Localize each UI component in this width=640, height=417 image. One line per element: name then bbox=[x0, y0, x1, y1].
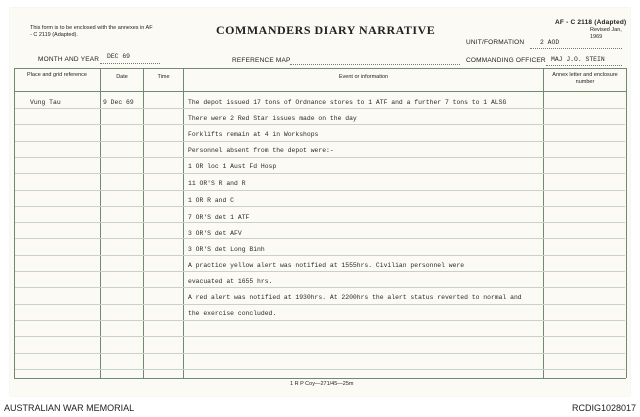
diary-page bbox=[10, 8, 630, 396]
ruled-line bbox=[15, 287, 625, 288]
ruled-line bbox=[15, 108, 625, 109]
column-header-event: Event or information bbox=[338, 74, 389, 80]
month-label: MONTH AND YEAR bbox=[38, 56, 100, 63]
event-line: The depot issued 17 tons of Ordnance stores to 1 ATF and a further 7 tons to 1 ALSG bbox=[188, 99, 507, 106]
ruled-line bbox=[15, 141, 625, 142]
column-header-date: Date bbox=[116, 74, 128, 80]
ruled-line bbox=[15, 369, 625, 370]
ruled-line bbox=[15, 173, 625, 174]
ruled-line bbox=[15, 353, 625, 354]
form-number: AF - C 2118 (Adapted) bbox=[555, 19, 627, 26]
month-value: DEC 69 bbox=[107, 53, 131, 60]
event-line: 7 OR'S det 1 ATF bbox=[188, 214, 250, 221]
form-notice: This form is to be enclosed with the annexes in AF - C 2119 (Adapted). bbox=[30, 25, 153, 38]
ruled-line bbox=[15, 255, 625, 256]
revised-date: Revised Jan, 1969 bbox=[590, 27, 622, 40]
page-title: COMMANDERS DIARY NARRATIVE bbox=[216, 23, 436, 37]
ruled-line bbox=[15, 222, 625, 223]
event-line: 3 OR'S det AFV bbox=[188, 230, 242, 237]
event-line: Forklifts remain at 4 in Workshops bbox=[188, 131, 319, 138]
event-line: evacuated at 1655 hrs. bbox=[188, 278, 273, 285]
event-line: 1 OR loc 1 Aust Fd Hosp bbox=[188, 163, 277, 170]
entry-date: 9 Dec 69 bbox=[103, 99, 134, 106]
column-header-time: Time bbox=[157, 74, 170, 80]
commanding-officer-label: COMMANDING OFFICER bbox=[466, 57, 546, 64]
ruled-line bbox=[15, 271, 625, 272]
printer-note: 1 R P Coy—271/45—25m bbox=[290, 381, 354, 387]
archive-footer bbox=[0, 399, 640, 417]
column-header-annex: Annex letter and enclosure number bbox=[552, 72, 618, 85]
unit-label: UNIT/FORMATION bbox=[466, 39, 525, 46]
ruled-line bbox=[15, 238, 625, 239]
event-line: the exercise concluded. bbox=[188, 310, 277, 317]
unit-value: 2 AOD bbox=[540, 39, 560, 46]
archive-name: AUSTRALIAN WAR MEMORIAL bbox=[4, 403, 135, 413]
ruled-line bbox=[15, 336, 625, 337]
ruled-line bbox=[15, 304, 625, 305]
event-line: 11 OR'S R and R bbox=[188, 180, 246, 187]
ruled-line bbox=[15, 190, 625, 191]
ruled-line bbox=[15, 157, 625, 158]
event-line: 1 OR R and C bbox=[188, 197, 235, 204]
event-line: There were 2 Red Star issues made on the day bbox=[188, 115, 357, 122]
archive-id: RCDIG1028017 bbox=[571, 403, 636, 413]
event-line: 3 OR'S det Long Binh bbox=[188, 246, 265, 253]
ruled-line bbox=[15, 206, 625, 207]
ruled-line bbox=[15, 320, 625, 321]
ruled-line bbox=[15, 124, 625, 125]
event-line: A red alert was notified at 1930hrs. At 2200hrs the alert status reverted to normal and bbox=[188, 294, 522, 301]
event-line: Personnel absent from the depot were:- bbox=[188, 147, 334, 154]
event-line: A practice yellow alert was notified at 1555hrs. Civilian personnel were bbox=[188, 262, 465, 269]
reference-map-label: REFERENCE MAP bbox=[232, 57, 291, 64]
column-header-place: Place and grid reference bbox=[27, 72, 87, 78]
commanding-officer-value: MAJ J.O. STEIN bbox=[551, 56, 605, 63]
entry-place: Vung Tau bbox=[30, 99, 61, 106]
